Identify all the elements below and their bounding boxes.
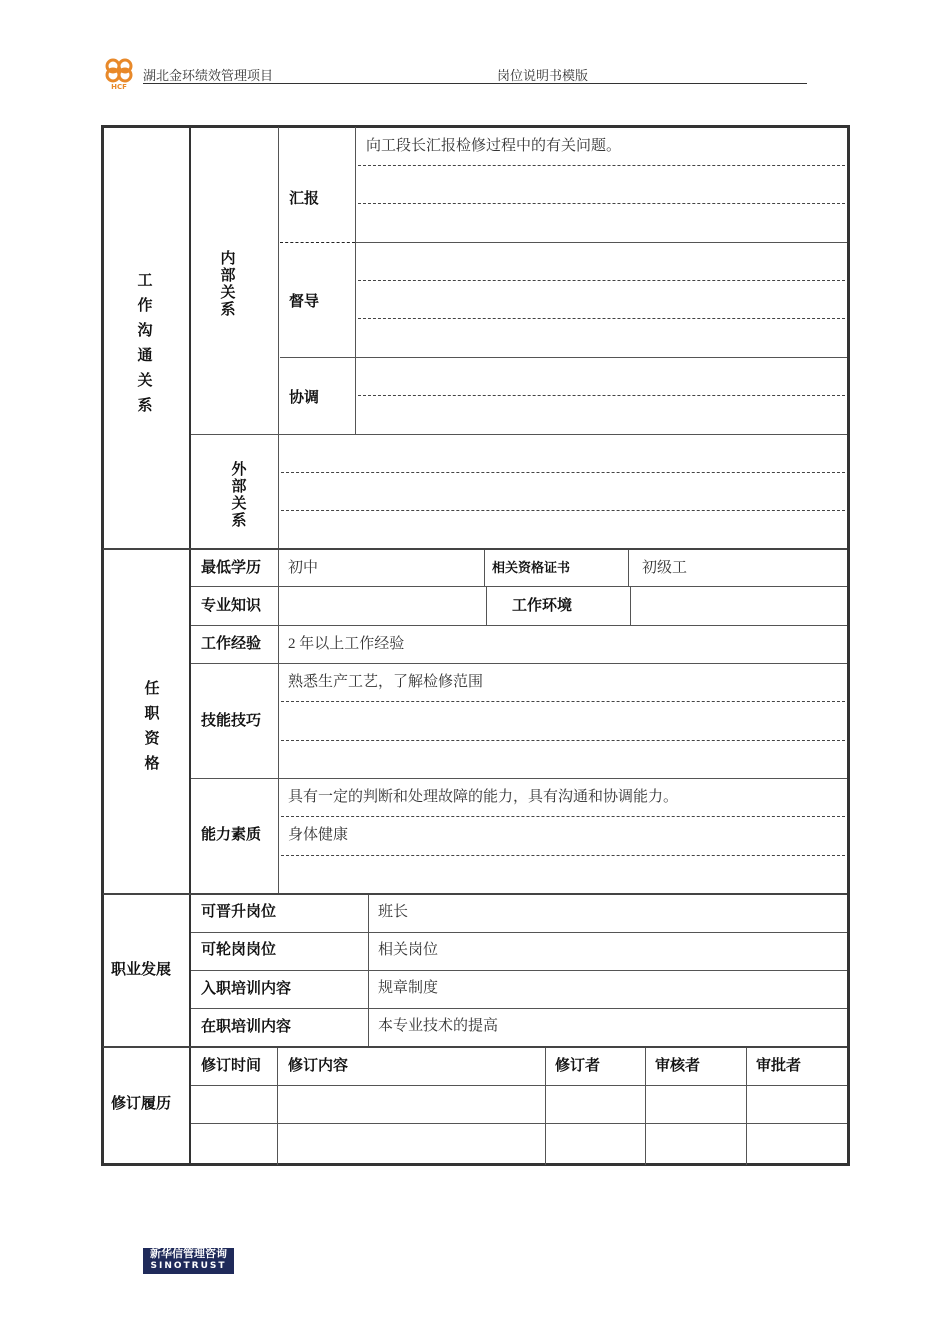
ability-label: 能力素质: [201, 825, 262, 843]
rotation-label: 可轮岗岗位: [201, 940, 277, 958]
report-text: 向工段长汇报检修过程中的有关问题。: [366, 138, 622, 154]
environment-label: 工作环境: [512, 596, 573, 614]
communication-section-label: 工作沟通关系: [137, 271, 153, 414]
education-value: 初中: [288, 560, 319, 576]
certificate-label: 相关资格证书: [492, 561, 571, 576]
internal-relations-label: 内部关系: [220, 249, 236, 318]
experience-label: 工作经验: [201, 634, 262, 652]
company-logo: [100, 56, 138, 90]
ability-value-1: 具有一定的判断和处理故障的能力，具有沟通和协调能力。: [288, 789, 679, 805]
career-section-label: 职业发展: [111, 960, 172, 978]
revision-col-reviewer: 审核者: [655, 1056, 701, 1074]
promotion-label: 可晋升岗位: [201, 902, 277, 920]
revision-section-label: 修订履历: [111, 1094, 172, 1112]
onjob-training-value: 本专业技术的提高: [378, 1018, 499, 1034]
certificate-value: 初级工: [642, 560, 688, 576]
consultancy-logo-en: SINOTRUST: [150, 1261, 227, 1271]
onboard-training-label: 入职培训内容: [201, 979, 292, 997]
qualification-section-label: 任职资格: [144, 679, 160, 772]
skills-label: 技能技巧: [201, 711, 262, 729]
experience-value: 2 年以上工作经验: [288, 636, 405, 652]
revision-col-content: 修订内容: [288, 1056, 349, 1074]
consultancy-logo: [143, 1248, 234, 1274]
skills-value: 熟悉生产工艺，了解检修范围: [288, 674, 484, 690]
ability-value-2: 身体健康: [288, 827, 349, 843]
report-label: 汇报: [289, 189, 320, 207]
knowledge-label: 专业知识: [201, 596, 262, 614]
svg-text:HCF: HCF: [111, 83, 127, 90]
education-label: 最低学历: [201, 558, 262, 576]
coordinate-label: 协调: [289, 388, 320, 406]
project-name: 湖北金环绩效管理项目: [143, 68, 274, 83]
promotion-value: 班长: [378, 904, 409, 920]
supervise-label: 督导: [289, 292, 320, 310]
revision-col-time: 修订时间: [201, 1056, 262, 1074]
consultancy-logo-cn: 新华信管理咨询: [150, 1247, 227, 1260]
revision-col-approver: 审批者: [756, 1056, 802, 1074]
onjob-training-label: 在职培训内容: [201, 1017, 292, 1035]
external-relations-label: 外部关系: [231, 460, 247, 529]
doc-type: 岗位说明书模版: [497, 68, 589, 83]
revision-col-reviser: 修订者: [555, 1056, 601, 1074]
onboard-training-value: 规章制度: [378, 980, 439, 996]
rotation-value: 相关岗位: [378, 942, 439, 958]
header-rule: [143, 83, 807, 84]
